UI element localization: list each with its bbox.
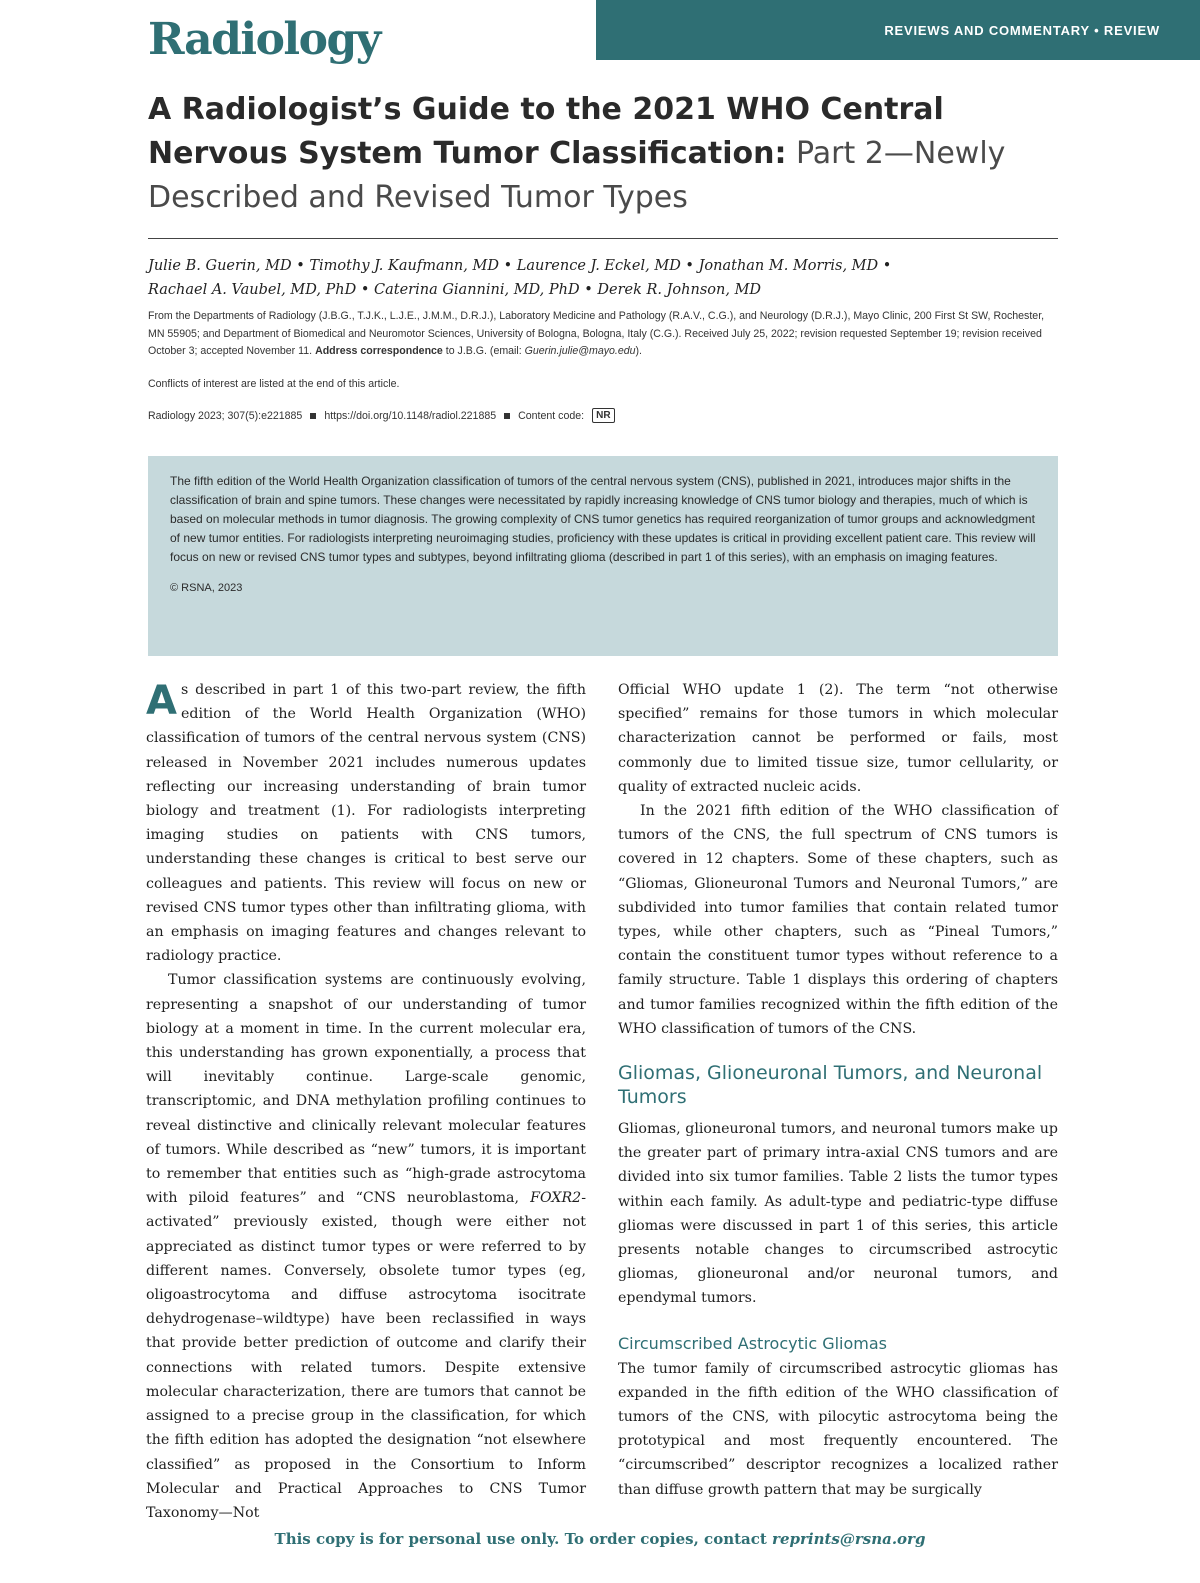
bullet-square-icon — [504, 413, 510, 419]
body-paragraph: The tumor family of circumscribed astrocytic gliomas has expanded in the fifth edition of the WHO classification of tumors of the CNS, with pilocytic astrocytoma being the prototypical and most frequently encountered. The “circumscribed” descriptor recognizes a localized rather than diffuse growth pattern that may be surgically — [618, 1360, 1058, 1498]
drop-cap: A — [146, 678, 177, 724]
citation-line — [148, 408, 615, 423]
body-paragraph: Gliomas, glioneuronal tumors, and neuronal tumors make up the greater part of primary intra-axial CNS tumors and are divided into six tumor families. Table 2 lists the tumor types within each family. As adult-type and pediatric-type diffuse gliomas were discussed in part 1 of this series, this article presents notable changes to circumscribed astrocytic gliomas, glioneuronal and/or neuronal tumors, and ependymal tumors. — [618, 1121, 1058, 1307]
doi-link[interactable]: https://doi.org/10.1148/radiol.221885 — [324, 409, 497, 422]
journal-logo: Radiology — [148, 14, 380, 65]
affiliation-text: From the Departments of Radiology (J.B.G., T.J.K., L.J.E., J.M.M., D.R.J.), Laboratory Medicine and Pathology (R.A.V., C.G.), and Neurology (D.R.J.), Mayo Clinic, 200 First St SW, Rochester, MN 55905; and Department of Biomedical and Neuromotor Sciences, University of Bologna, Bologna, Italy (C.G.). Received July 25, 2022; revision requested September 19; revision received October 3; accepted November 11. — [148, 310, 1045, 357]
affiliations — [148, 308, 1058, 361]
authors-line-2: Rachael A. Vaubel, MD, PhD • Caterina Giannini, MD, PhD • Derek R. Johnson, MD — [148, 282, 762, 298]
bullet-square-icon — [310, 413, 316, 419]
correspondence-end: ). — [635, 345, 643, 357]
body-paragraph: In the 2021 fifth edition of the WHO classification of tumors of the CNS, the full spectrum of CNS tumors is covered in 12 chapters. Some of these chapters, such as “Gliomas, Glioneuronal Tumors and Neuronal Tumors,” are subdivided into tumor families that contain related tumor types, while other chapters, such as “Pineal Tumors,” contain the constituent tumor types without reference to a family structure. Table 1 displays this ordering of chapters and tumor families recognized within the fifth edition of the WHO classification of tumors of the CNS. — [618, 803, 1058, 1037]
reprint-footer — [0, 1530, 1200, 1548]
body-paragraph: Official WHO update 1 (2). The term “not otherwise specified” remains for those tumors in which molecular characterization cannot be performed or fails, most commonly due to limited tissue size, tumor cellularity, or quality of extracted nucleic acids. — [618, 682, 1058, 795]
body-paragraph — [146, 968, 586, 1525]
paragraph-text: -activated” previously existed, though were either not appreciated as distinct tumor types or were referred to by different names. Conversely, obsolete tumor types (eg, oligoastrocytoma and diffuse astrocytoma isocitrate dehydrogenase–wildtype) have been reclassified in ways that provide better prediction of outcome and clarify their connections with related tumors. Despite extensive molecular characterization, there are tumors that cannot be assigned to a precise group in the classification, for which the fifth edition has adopted the designation “not elsewhere classified” as proposed in the Consortium to Inform Molecular and Practical Approaches to CNS Tumor Taxonomy—Not — [146, 1190, 586, 1521]
content-code-label: Content code: — [518, 409, 585, 422]
title-subtitle: Part 2—Newly Described and Revised Tumor Types — [148, 136, 1006, 215]
correspondence-label: Address correspondence — [315, 345, 443, 357]
section-heading: Gliomas, Glioneuronal Tumors, and Neuronal Tumors — [618, 1062, 1043, 1109]
correspondence-text: to J.B.G. (email: — [442, 345, 525, 357]
paragraph-text: s described in part 1 of this two-part review, the fifth edition of the World Health Organization (WHO) classification of tumors of the central nervous system (CNS) released in November 2021 includes numerous updates reflecting our increasing understanding of brain tumor biology and treatment (1). For radiologists interpreting imaging studies on patients with CNS tumors, understanding these changes is critical to best serve our colleagues and patients. This review will focus on new or revised CNS tumor types other than infiltrating glioma, with an emphasis on imaging features and changes relevant to radiology practice. — [146, 682, 586, 965]
abstract-copyright: © RSNA, 2023 — [170, 582, 243, 594]
footer-email[interactable]: reprints@rsna.org — [772, 1530, 926, 1548]
paragraph-text: Tumor classification systems are continuously evolving, representing a snapshot of our understanding of tumor biology at a moment in time. In the current molecular era, this understanding has grown exponentially, a process that will inevitably continue. Large-scale genomic, transcriptomic, and DNA methylation profiling continues to reveal distinctive and clinically relevant molecular features of tumors. While described as “new” tumors, it is important to remember that entities such as “high-grade astrocytoma with piloid features” and “CNS neuroblastoma, — [146, 972, 586, 1207]
body-paragraph — [146, 678, 586, 968]
subsection-heading: Circumscribed Astrocytic Gliomas — [618, 1333, 888, 1353]
content-code-badge: NR — [592, 408, 614, 423]
authors-line-1: Julie B. Guerin, MD • Timothy J. Kaufmann, MD • Laurence J. Eckel, MD • Jonathan M. Morris, MD • — [148, 258, 892, 274]
article-title — [148, 88, 1048, 220]
body-column-left — [146, 678, 586, 1525]
title-main: A Radiologist’s Guide to the 2021 WHO Central Nervous System Tumor Classification: — [148, 92, 944, 171]
abstract-text: The fifth edition of the World Health Organization classification of tumors of the central nervous system (CNS), published in 2021, introduces major shifts in the classification of brain and spine tumors. These changes were necessitated by rapidly increasing knowledge of CNS tumor biology and therapies, much of which is based on molecular methods in tumor diagnosis. The growing complexity of CNS tumor genetics has required reorganization of tumor groups and acknowledgment of new tumor entities. For radiologists interpreting neuroimaging studies, proficiency with these updates is critical in providing excellent patient care. This review will focus on new or revised CNS tumor types and subtypes, beyond infiltrating glioma (described in part 1 of this series), with an emphasis on imaging features. — [170, 474, 1036, 564]
abstract-box — [148, 456, 1058, 656]
author-list — [148, 254, 1058, 302]
citation-text: Radiology 2023; 307(5):e221885 — [148, 409, 303, 422]
title-divider — [148, 238, 1058, 239]
correspondence-email[interactable]: Guerin.julie@mayo.edu — [524, 345, 636, 357]
body-column-right — [618, 678, 1058, 1502]
footer-text: This copy is for personal use only. To order copies, contact — [274, 1530, 773, 1548]
section-banner: REVIEWS AND COMMENTARY • REVIEW — [596, 0, 1200, 60]
gene-name: FOXR2 — [530, 1190, 582, 1207]
conflicts-note: Conflicts of interest are listed at the end of this article. — [148, 378, 400, 390]
